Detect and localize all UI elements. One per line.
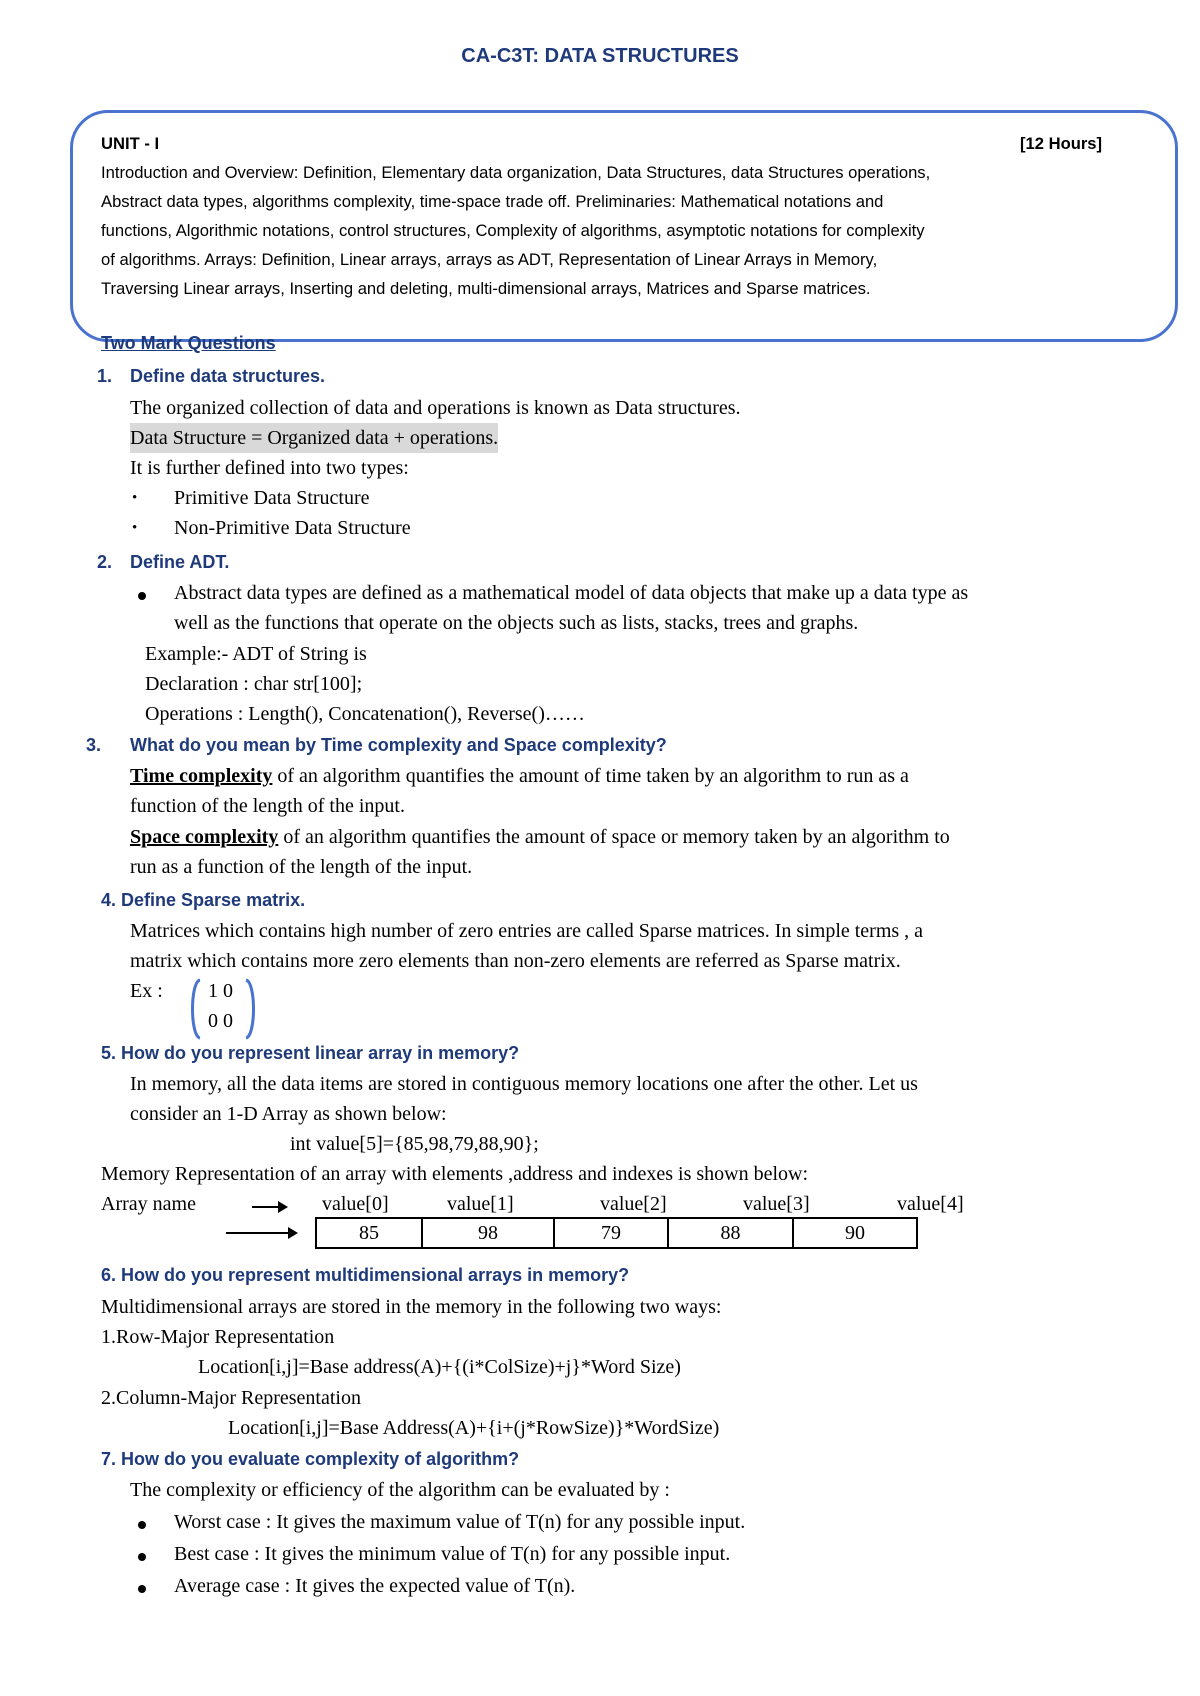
q1-bullet-2: Non-Primitive Data Structure [174, 517, 411, 539]
index-label-2: value[2] [600, 1193, 667, 1215]
table-row [316, 1218, 917, 1248]
q4-line-2: matrix which contains more zero elements than non-zero elements are referred as Sparse matrix. [130, 950, 901, 972]
array-cell-2: 79 [554, 1218, 668, 1248]
q6-row-formula: Location[i,j]=Base address(A)+{(i*ColSize)+j}*Word Size) [198, 1356, 681, 1378]
space-complexity-text: of an algorithm quantifies the amount of space or memory taken by an algorithm to [278, 826, 950, 848]
q3-space-line-2: run as a function of the length of the input. [130, 856, 473, 878]
array-cell-3: 88 [668, 1218, 793, 1248]
array-cell-4: 90 [793, 1218, 917, 1248]
q3-title: What do you mean by Time complexity and Space complexity? [130, 735, 667, 755]
bullet-icon: • [132, 490, 138, 506]
q1-title: Define data structures. [130, 366, 326, 386]
q3-time-line-1 [130, 761, 909, 791]
page-title: CA-C3T: DATA STRUCTURES [461, 45, 739, 67]
q2-example-1: Example:- ADT of String is [145, 643, 367, 665]
space-complexity-term: Space complexity [130, 826, 279, 848]
q1-line-3: It is further defined into two types: [130, 457, 409, 479]
index-label-0: value[0] [322, 1193, 389, 1215]
q1-number: 1. [97, 366, 113, 386]
array-name-label: Array name [101, 1193, 196, 1215]
matrix-row-1: 1 0 [208, 980, 233, 1002]
q2-title: Define ADT. [130, 552, 230, 572]
q3-number: 3. [86, 735, 102, 755]
unit-line-4: of algorithms. Arrays: Definition, Linear arrays, arrays as ADT, Representation of Linear Arrays in Memory, [101, 250, 878, 269]
q7-bullet-2: Best case : It gives the minimum value of T(n) for any possible input. [174, 1543, 731, 1565]
bullet-icon [138, 1521, 146, 1529]
q5-title: 5. How do you represent linear array in memory? [101, 1043, 520, 1063]
array-cell-1: 98 [422, 1218, 554, 1248]
q2-example-3: Operations : Length(), Concatenation(), Reverse()…… [145, 703, 585, 725]
section-heading: Two Mark Questions [101, 333, 276, 353]
q6-col-major: 2.Column-Major Representation [101, 1387, 361, 1409]
q1-bullet-1: Primitive Data Structure [174, 487, 370, 509]
unit-line-3: functions, Algorithmic notations, control structures, Complexity of algorithms, asymptotic notations for complexity [101, 221, 925, 240]
q6-col-formula: Location[i,j]=Base Address(A)+{i+(j*RowSize)}*WordSize) [228, 1417, 720, 1439]
q2-example-2: Declaration : char str[100]; [145, 673, 363, 695]
index-label-4: value[4] [897, 1193, 964, 1215]
unit-line-2: Abstract data types, algorithms complexity, time-space trade off. Preliminaries: Mathematical notations and [101, 192, 884, 211]
unit-label: UNIT - I [101, 134, 160, 153]
q2-number: 2. [97, 552, 113, 572]
arrow-icon [226, 1232, 296, 1234]
index-label-1: value[1] [447, 1193, 514, 1215]
q7-bullet-3: Average case : It gives the expected value of T(n). [174, 1575, 576, 1597]
q6-row-major: 1.Row-Major Representation [101, 1326, 335, 1348]
time-complexity-term: Time complexity [130, 765, 273, 787]
index-label-3: value[3] [743, 1193, 810, 1215]
q2-bullet-line-2: well as the functions that operate on the objects such as lists, stacks, trees and graphs. [174, 612, 859, 634]
unit-line-1: Introduction and Overview: Definition, Elementary data organization, Data Structures, data Structures operations, [101, 163, 931, 182]
q5-line-1: In memory, all the data items are stored in contiguous memory locations one after the other. Let us [130, 1073, 918, 1095]
q2-bullet-line-1: Abstract data types are defined as a mathematical model of data objects that make up a data type as [174, 582, 969, 604]
q4-example-label: Ex : [130, 980, 163, 1002]
time-complexity-text: of an algorithm quantifies the amount of time taken by an algorithm to run as a [272, 765, 909, 787]
bullet-icon [138, 1553, 146, 1561]
bullet-icon [138, 592, 146, 600]
array-cell-0: 85 [316, 1218, 422, 1248]
q1-line-1: The organized collection of data and operations is known as Data structures. [130, 397, 741, 419]
matrix-row-2: 0 0 [208, 1010, 233, 1032]
array-memory-table [315, 1217, 918, 1249]
q6-line-1: Multidimensional arrays are stored in the memory in the following two ways: [101, 1296, 722, 1318]
bullet-icon [138, 1585, 146, 1593]
q4-title: 4. Define Sparse matrix. [101, 890, 306, 910]
q5-line-3: Memory Representation of an array with elements ,address and indexes is shown below: [101, 1163, 809, 1185]
q6-title: 6. How do you represent multidimensional arrays in memory? [101, 1265, 630, 1285]
q3-space-line-1 [130, 822, 950, 852]
q5-code: int value[5]={85,98,79,88,90}; [290, 1133, 539, 1155]
q7-title: 7. How do you evaluate complexity of algorithm? [101, 1449, 520, 1469]
q5-line-2: consider an 1-D Array as shown below: [130, 1103, 447, 1125]
q7-bullet-1: Worst case : It gives the maximum value of T(n) for any possible input. [174, 1511, 746, 1533]
bullet-icon: • [132, 520, 138, 536]
arrow-icon [252, 1206, 286, 1208]
q1-formula: Data Structure = Organized data + operations. [130, 423, 498, 453]
q3-time-line-2: function of the length of the input. [130, 795, 405, 817]
unit-hours: [12 Hours] [1020, 134, 1103, 153]
unit-line-5: Traversing Linear arrays, Inserting and deleting, multi-dimensional arrays, Matrices and Sparse matrices. [101, 279, 871, 298]
q4-line-1: Matrices which contains high number of zero entries are called Sparse matrices. In simple terms , a [130, 920, 924, 942]
q7-line-1: The complexity or efficiency of the algorithm can be evaluated by : [130, 1479, 670, 1501]
